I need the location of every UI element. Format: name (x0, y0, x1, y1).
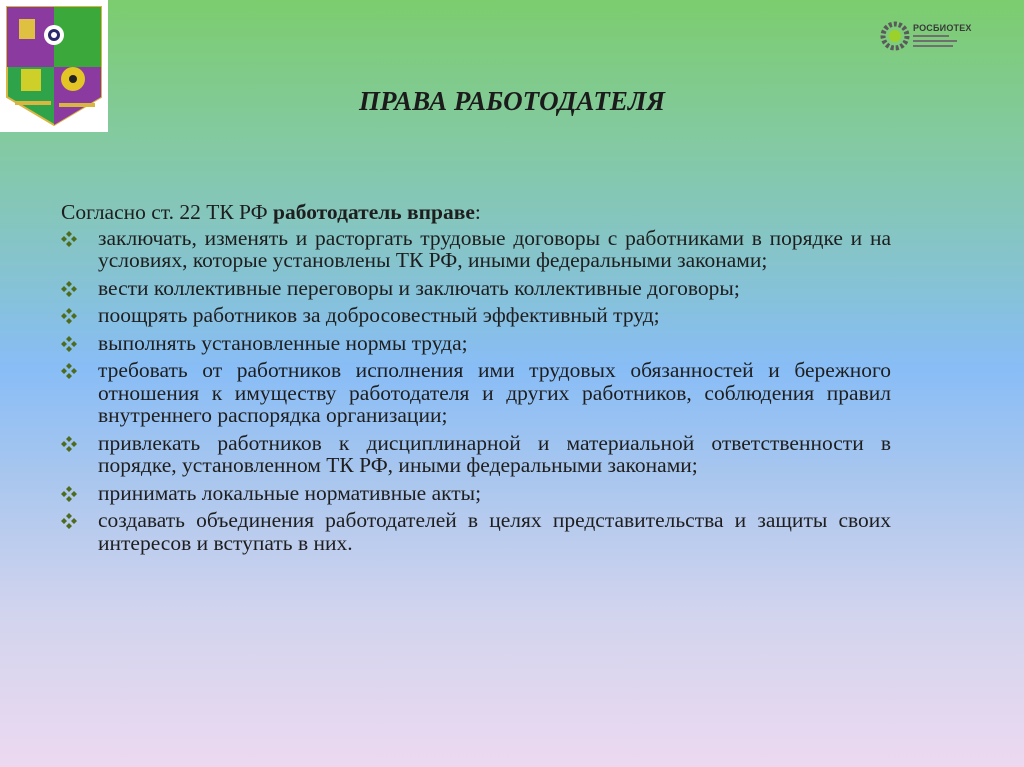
list-item-text: вести коллективные переговоры и заключать коллективные договоры; (98, 275, 740, 300)
list-item-text: поощрять работников за добросовестный эффективный труд; (98, 303, 660, 327)
intro-prefix: Согласно ст. 22 ТК РФ (61, 200, 274, 224)
brand-tagline (913, 35, 957, 50)
list-item (61, 509, 891, 554)
intro-suffix: : (474, 200, 481, 224)
slide-content (61, 201, 891, 559)
list-item (61, 304, 891, 327)
four-diamond-bullet-icon (61, 308, 77, 324)
list-item-text: привлекать работников к дисциплинарной и материальной ответственности в порядке, установленном ТК РФ, иными федеральными законами; (98, 430, 891, 477)
four-diamond-bullet-icon (61, 513, 77, 529)
brand-logo (879, 20, 999, 54)
list-item (61, 277, 891, 300)
intro-bold: работодатель вправе (273, 200, 475, 224)
four-diamond-bullet-icon (61, 363, 77, 379)
list-item-text: выполнять установленные нормы труда; (98, 330, 468, 355)
list-item (61, 482, 891, 505)
four-diamond-bullet-icon (61, 281, 77, 297)
list-item-text: требовать от работников исполнения ими трудовых обязанностей и бережного отношения к имуществу работодателя и других работников, соблюдения правил внутреннего распорядка организации; (98, 358, 891, 427)
brand-ring-icon (879, 20, 911, 52)
list-item-text: создавать объединения работодателей в целях представительства и защиты своих интересов и вступать в них. (98, 508, 891, 555)
four-diamond-bullet-icon (61, 436, 77, 452)
brand-name: РОСБИОТЕХ (913, 23, 972, 33)
list-item (61, 359, 891, 427)
list-item-text: принимать локальные нормативные акты; (98, 480, 482, 505)
list-item (61, 332, 891, 355)
list-item-text: заключать, изменять и расторгать трудовые договоры с работниками в порядке и на условиях, которые установлены ТК РФ, иными федеральными законами; (98, 225, 891, 272)
four-diamond-bullet-icon (61, 231, 77, 247)
four-diamond-bullet-icon (61, 336, 77, 352)
rights-list (61, 227, 891, 555)
list-item (61, 432, 891, 477)
list-item (61, 227, 891, 272)
four-diamond-bullet-icon (61, 486, 77, 502)
intro-line (61, 201, 891, 224)
page-title: ПРАВА РАБОТОДАТЕЛЯ (358, 86, 666, 116)
